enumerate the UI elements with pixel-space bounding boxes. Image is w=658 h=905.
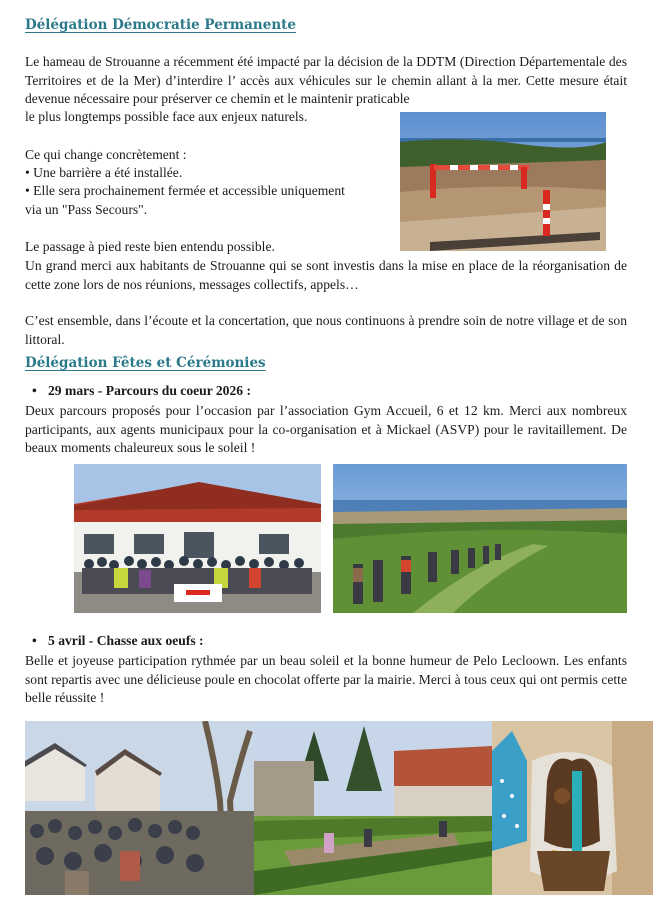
section-title-democratie: Délégation Démocratie Permanente xyxy=(25,17,296,33)
intro-last-line: le plus longtemps possible face aux enjeux naturels. xyxy=(25,109,308,124)
intro-text: Le hameau de Strouanne a récemment été impacté par la décision de la DDTM (Direction Départementale des Territoires et de la Mer) d’interdire l’ accès aux véhicules sur le chemin allant à la mer. Cette mesure était devenue nécessaire pour préserver ce chemin et le maintenir praticable xyxy=(25,54,627,106)
section-title-fetes: Délégation Fêtes et Cérémonies xyxy=(25,355,266,371)
changes-heading: Ce qui change concrètement : xyxy=(25,147,187,162)
change-item-2a: • Elle sera prochainement fermée et accessible uniquement xyxy=(25,183,345,198)
event1-paragraph: Deux parcours proposés pour l’occasion par l’association Gym Accueil, 6 et 12 km. Merci aux nombreux participants, aux agents municipaux pour la co-organisation et à Mickael (ASVP) pour le ravitaillement. De beaux moments chaleureux sous le soleil ! xyxy=(25,403,627,455)
foot-access-text: Le passage à pied reste bien entendu possible. xyxy=(25,239,275,254)
event1-heading xyxy=(32,383,251,399)
intro-paragraph xyxy=(25,53,627,109)
event2-title: 5 avril - Chasse aux oeufs : xyxy=(48,633,204,648)
egg-hunt-crowd-photo xyxy=(25,721,254,895)
walkers-photo xyxy=(333,464,627,613)
chocolate-hen-photo xyxy=(492,721,653,895)
group-photo-mairie xyxy=(74,464,321,613)
thanks-paragraph: Un grand merci aux habitants de Strouanne qui se sont investis dans la mise en place de la réorganisation de cette zone lors de nos réunions, messages collectifs, appels… xyxy=(25,258,627,292)
barrier-photo xyxy=(400,112,606,251)
bullet-icon: • xyxy=(32,383,37,398)
event2-heading xyxy=(32,633,204,649)
change-item-1: • Une barrière a été installée. xyxy=(25,165,183,180)
event1-title: 29 mars - Parcours du coeur 2026 : xyxy=(48,383,252,398)
egg-hunt-garden-photo xyxy=(254,721,492,895)
closing-paragraph: C’est ensemble, dans l’écoute et la concertation, que nous continuons à prendre soin de notre village et de son littoral. xyxy=(25,313,627,347)
bullet-icon: • xyxy=(32,633,37,648)
change-item-2b: via un "Pass Secours". xyxy=(25,202,148,217)
event2-paragraph: Belle et joyeuse participation rythmée par un beau soleil et la bonne humeur de Pelo Lecloown. Les enfants sont repartis avec une délicieuse poule en chocolat offerte par la mairie. Merci à tous ceux qui ont permis cette belle réussite ! xyxy=(25,653,627,705)
